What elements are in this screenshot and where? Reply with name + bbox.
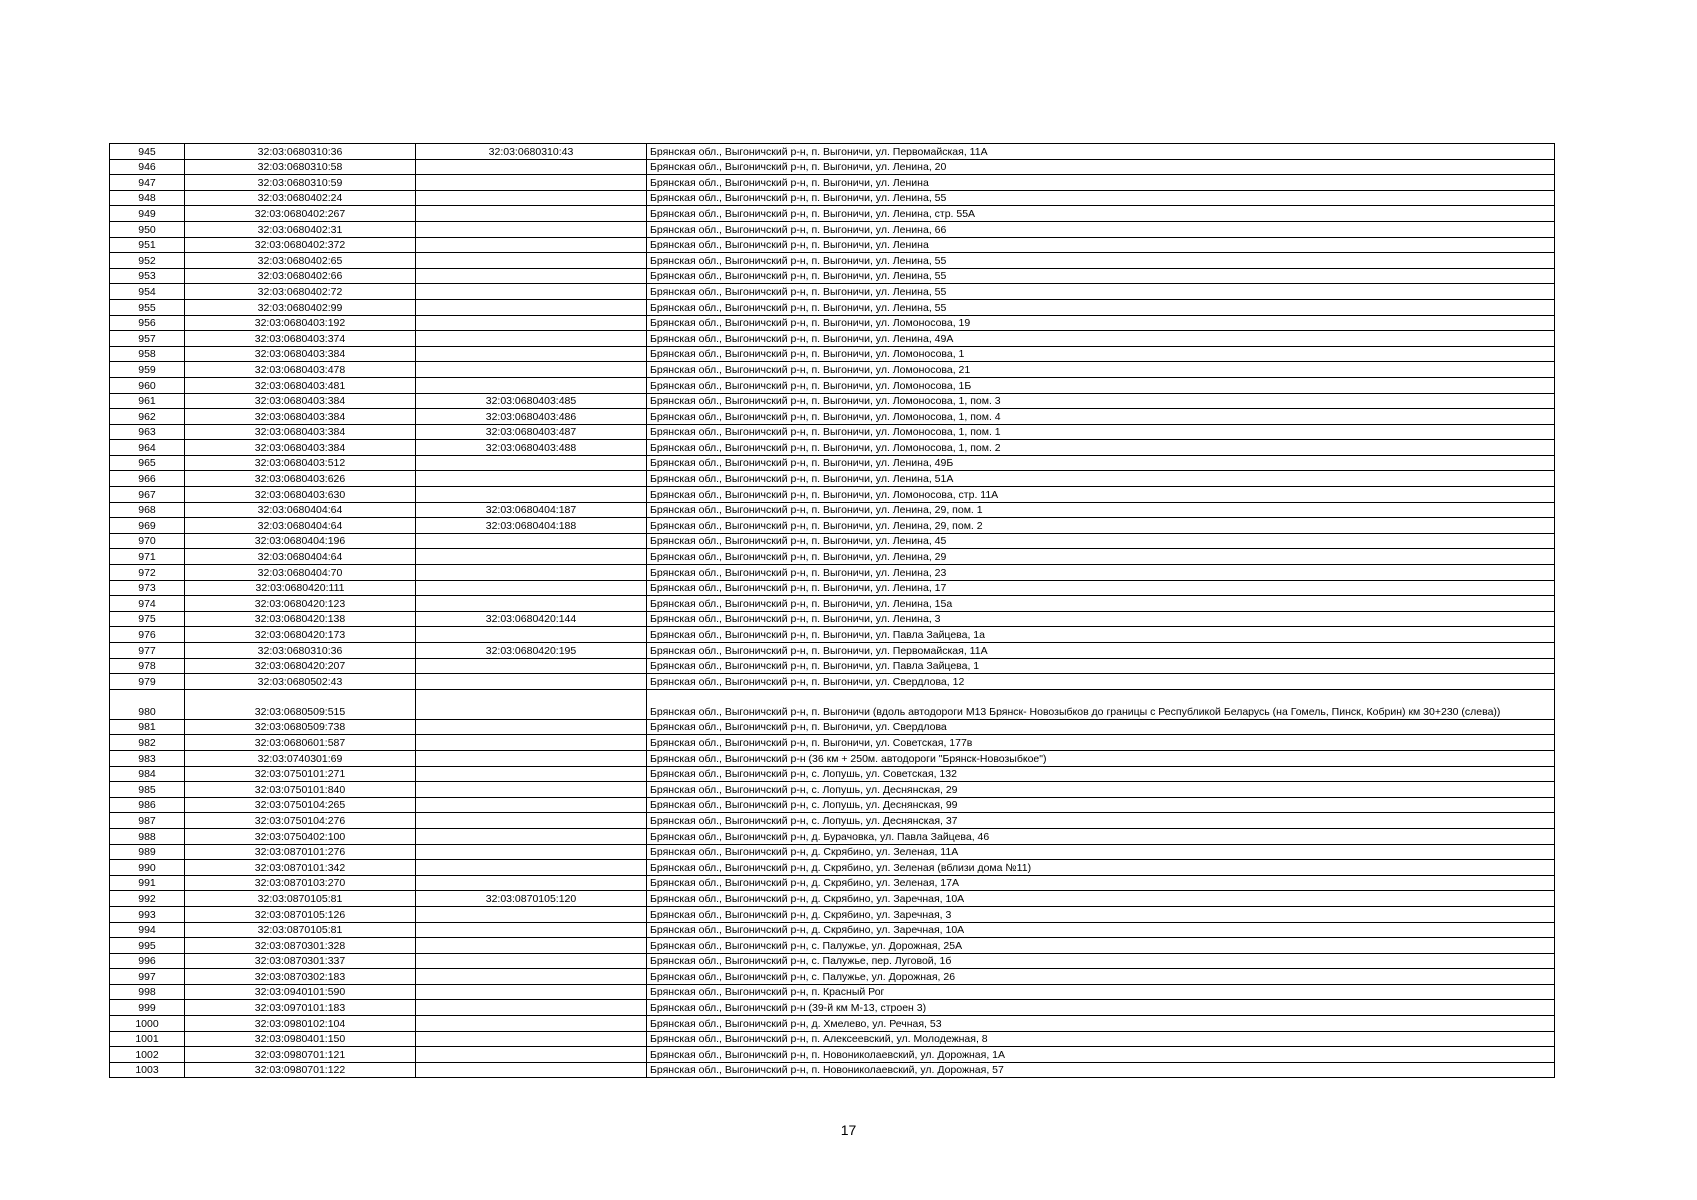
included-object-cell [416, 938, 647, 954]
row-number-cell: 981 [110, 719, 185, 735]
table-row [110, 1047, 1555, 1063]
table-row [110, 362, 1555, 378]
cadastral-number-cell: 32:03:0680404:70 [185, 565, 416, 581]
row-number-cell: 979 [110, 674, 185, 690]
address-cell: Брянская обл., Выгоничский р-н, п. Выгоничи, ул. Ленина, 49Б [647, 455, 1555, 471]
table-row [110, 144, 1555, 160]
row-number-cell: 992 [110, 891, 185, 907]
cadastral-number-cell: 32:03:0680402:72 [185, 284, 416, 300]
included-object-cell [416, 565, 647, 581]
address-cell: Брянская обл., Выгоничский р-н, п. Выгоничи, ул. Ленина, 23 [647, 565, 1555, 581]
cadastral-number-cell: 32:03:0680402:24 [185, 190, 416, 206]
included-object-cell [416, 237, 647, 253]
row-number-cell: 983 [110, 750, 185, 766]
included-object-cell [416, 797, 647, 813]
cadastral-number-cell: 32:03:0680601:587 [185, 735, 416, 751]
address-cell: Брянская обл., Выгоничский р-н, п. Выгоничи, ул. Советская, 177в [647, 735, 1555, 751]
cadastral-number-cell: 32:03:0680403:478 [185, 362, 416, 378]
cadastral-number-cell: 32:03:0940101:590 [185, 984, 416, 1000]
cadastral-number-cell: 32:03:0680402:372 [185, 237, 416, 253]
table-row [110, 938, 1555, 954]
table-row [110, 797, 1555, 813]
table-row [110, 984, 1555, 1000]
address-cell: Брянская обл., Выгоничский р-н, с. Лопушь, ул. Деснянская, 37 [647, 813, 1555, 829]
cadastral-number-cell: 32:03:0680403:512 [185, 455, 416, 471]
included-object-cell [416, 658, 647, 674]
cadastral-number-cell: 32:03:0870301:328 [185, 938, 416, 954]
included-object-cell [416, 969, 647, 985]
included-object-cell [416, 735, 647, 751]
included-object-cell [416, 331, 647, 347]
row-number-cell: 986 [110, 797, 185, 813]
included-object-cell [416, 984, 647, 1000]
row-number-cell: 977 [110, 643, 185, 659]
row-number-cell: 1002 [110, 1047, 185, 1063]
table-row [110, 471, 1555, 487]
table-body [110, 144, 1555, 1078]
address-cell: Брянская обл., Выгоничский р-н, п. Выгоничи, ул. Ленина [647, 237, 1555, 253]
address-cell: Брянская обл., Выгоничский р-н, д. Скрябино, ул. Зеленая, 17А [647, 875, 1555, 891]
cadastral-number-cell: 32:03:0680502:43 [185, 674, 416, 690]
address-cell: Брянская обл., Выгоничский р-н, п. Выгоничи, ул. Ленина, 55 [647, 268, 1555, 284]
cadastral-number-cell: 32:03:0870105:81 [185, 891, 416, 907]
table-row [110, 175, 1555, 191]
cadastral-number-cell: 32:03:0680403:384 [185, 393, 416, 409]
row-number-cell: 948 [110, 190, 185, 206]
row-number-cell: 945 [110, 144, 185, 160]
included-object-cell [416, 953, 647, 969]
row-number-cell: 950 [110, 221, 185, 237]
cadastral-number-cell: 32:03:0680509:738 [185, 719, 416, 735]
row-number-cell: 962 [110, 409, 185, 425]
table-row [110, 627, 1555, 643]
row-number-cell: 969 [110, 518, 185, 534]
cadastral-number-cell: 32:03:0680420:207 [185, 658, 416, 674]
table-row [110, 643, 1555, 659]
address-cell: Брянская обл., Выгоничский р-н, п. Выгоничи, ул. Ленина, 55 [647, 253, 1555, 269]
address-cell: Брянская обл., Выгоничский р-н, п. Выгоничи, ул. Павла Зайцева, 1 [647, 658, 1555, 674]
table-row [110, 331, 1555, 347]
row-number-cell: 955 [110, 299, 185, 315]
row-number-cell: 947 [110, 175, 185, 191]
table-row [110, 906, 1555, 922]
address-cell: Брянская обл., Выгоничский р-н, п. Выгоничи, ул. Ломоносова, 1, пом. 3 [647, 393, 1555, 409]
address-cell: Брянская обл., Выгоничский р-н, п. Выгоничи (вдоль автодороги М13 Брянск- Новозыбков до границы с Республикой Беларусь (на Гомель, Пинск, Кобрин) км 30+230 (слева)) [647, 689, 1555, 719]
included-object-cell [416, 875, 647, 891]
table-row [110, 1000, 1555, 1016]
address-cell: Брянская обл., Выгоничский р-н, п. Выгоничи, ул. Ломоносова, стр. 11А [647, 487, 1555, 503]
table-row [110, 346, 1555, 362]
cadastral-number-cell: 32:03:0680404:64 [185, 502, 416, 518]
address-cell: Брянская обл., Выгоничский р-н, п. Выгоничи, ул. Ленина, 51А [647, 471, 1555, 487]
included-object-cell [416, 346, 647, 362]
address-cell: Брянская обл., Выгоничский р-н, п. Выгоничи, ул. Ломоносова, 19 [647, 315, 1555, 331]
row-number-cell: 994 [110, 922, 185, 938]
address-cell: Брянская обл., Выгоничский р-н, п. Выгоничи, ул. Павла Зайцева, 1а [647, 627, 1555, 643]
table-row [110, 719, 1555, 735]
address-cell: Брянская обл., Выгоничский р-н, д. Скрябино, ул. Заречная, 10А [647, 891, 1555, 907]
included-object-cell [416, 906, 647, 922]
row-number-cell: 973 [110, 580, 185, 596]
address-cell: Брянская обл., Выгоничский р-н, п. Выгоничи, ул. Ленина, 55 [647, 190, 1555, 206]
table-row [110, 580, 1555, 596]
cadastral-number-cell: 32:03:0970101:183 [185, 1000, 416, 1016]
address-cell: Брянская обл., Выгоничский р-н, с. Лопушь, ул. Советская, 132 [647, 766, 1555, 782]
row-number-cell: 998 [110, 984, 185, 1000]
cadastral-number-cell: 32:03:0870302:183 [185, 969, 416, 985]
row-number-cell: 989 [110, 844, 185, 860]
address-cell: Брянская обл., Выгоничский р-н, п. Выгоничи, ул. Ломоносова, 1, пом. 1 [647, 424, 1555, 440]
address-cell: Брянская обл., Выгоничский р-н, п. Выгоничи, ул. Ленина [647, 175, 1555, 191]
cadastral-number-cell: 32:03:0870301:337 [185, 953, 416, 969]
table-row [110, 875, 1555, 891]
cadastral-number-cell: 32:03:0680404:64 [185, 518, 416, 534]
table-row [110, 1016, 1555, 1032]
table-row [110, 424, 1555, 440]
address-cell: Брянская обл., Выгоничский р-н, п. Выгоничи, ул. Ленина, 45 [647, 533, 1555, 549]
cadastral-number-cell: 32:03:0680420:138 [185, 611, 416, 627]
row-number-cell: 970 [110, 533, 185, 549]
row-number-cell: 953 [110, 268, 185, 284]
included-object-cell [416, 268, 647, 284]
included-object-cell [416, 159, 647, 175]
address-cell: Брянская обл., Выгоничский р-н, п. Новониколаевский, ул. Дорожная, 1А [647, 1047, 1555, 1063]
table-row [110, 766, 1555, 782]
cadastral-number-cell: 32:03:0680402:66 [185, 268, 416, 284]
included-object-cell [416, 362, 647, 378]
address-cell: Брянская обл., Выгоничский р-н (39-й км М-13, строен 3) [647, 1000, 1555, 1016]
address-cell: Брянская обл., Выгоничский р-н, п. Красный Рог [647, 984, 1555, 1000]
cadastral-number-cell: 32:03:0680403:630 [185, 487, 416, 503]
table-row [110, 518, 1555, 534]
included-object-cell [416, 627, 647, 643]
cadastral-number-cell: 32:03:0680403:384 [185, 409, 416, 425]
cadastral-number-cell: 32:03:0680310:58 [185, 159, 416, 175]
included-object-cell [416, 487, 647, 503]
cadastral-number-cell: 32:03:0680403:384 [185, 346, 416, 362]
address-cell: Брянская обл., Выгоничский р-н, п. Выгоничи, ул. Ленина, 29 [647, 549, 1555, 565]
address-cell: Брянская обл., Выгоничский р-н, п. Выгоничи, ул. Ленина, 55 [647, 299, 1555, 315]
row-number-cell: 997 [110, 969, 185, 985]
cadastral-number-cell: 32:03:0680402:267 [185, 206, 416, 222]
address-cell: Брянская обл., Выгоничский р-н, п. Выгоничи, ул. Ленина, 49А [647, 331, 1555, 347]
cadastral-number-cell: 32:03:0750101:271 [185, 766, 416, 782]
included-object-cell [416, 284, 647, 300]
table-row [110, 190, 1555, 206]
cadastral-number-cell: 32:03:0870101:276 [185, 844, 416, 860]
cadastral-number-cell: 32:03:0680404:196 [185, 533, 416, 549]
cadastral-number-cell: 32:03:0980701:122 [185, 1062, 416, 1078]
address-cell: Брянская обл., Выгоничский р-н, с. Лопушь, ул. Деснянская, 99 [647, 797, 1555, 813]
row-number-cell: 984 [110, 766, 185, 782]
row-number-cell: 999 [110, 1000, 185, 1016]
cadastral-number-cell: 32:03:0680402:99 [185, 299, 416, 315]
table-row [110, 206, 1555, 222]
address-cell: Брянская обл., Выгоничский р-н, д. Скрябино, ул. Зеленая (вблизи дома №11) [647, 860, 1555, 876]
table-row [110, 237, 1555, 253]
included-object-cell [416, 549, 647, 565]
table-row [110, 891, 1555, 907]
included-object-cell [416, 1000, 647, 1016]
included-object-cell [416, 1047, 647, 1063]
included-object-cell [416, 533, 647, 549]
row-number-cell: 952 [110, 253, 185, 269]
row-number-cell: 990 [110, 860, 185, 876]
address-cell: Брянская обл., Выгоничский р-н, д. Бурачовка, ул. Павла Зайцева, 46 [647, 828, 1555, 844]
included-object-cell [416, 766, 647, 782]
included-object-cell [416, 1016, 647, 1032]
page-number: 17 [840, 1122, 857, 1138]
row-number-cell: 972 [110, 565, 185, 581]
table-row [110, 969, 1555, 985]
table-row [110, 549, 1555, 565]
table-row [110, 533, 1555, 549]
cadastral-number-cell: 32:03:0750104:265 [185, 797, 416, 813]
address-cell: Брянская обл., Выгоничский р-н, п. Выгоничи, ул. Свердлова [647, 719, 1555, 735]
row-number-cell: 951 [110, 237, 185, 253]
row-number-cell: 991 [110, 875, 185, 891]
row-number-cell: 963 [110, 424, 185, 440]
table-row [110, 440, 1555, 456]
included-object-cell [416, 377, 647, 393]
address-cell: Брянская обл., Выгоничский р-н, п. Выгоничи, ул. Первомайская, 11А [647, 643, 1555, 659]
row-number-cell: 975 [110, 611, 185, 627]
address-cell: Брянская обл., Выгоничский р-н, п. Выгоничи, ул. Ленина, 29, пом. 1 [647, 502, 1555, 518]
table-row [110, 1031, 1555, 1047]
table-row [110, 922, 1555, 938]
row-number-cell: 987 [110, 813, 185, 829]
included-object-cell: 32:03:0680403:488 [416, 440, 647, 456]
row-number-cell: 958 [110, 346, 185, 362]
cadastral-number-cell: 32:03:0680402:31 [185, 221, 416, 237]
row-number-cell: 960 [110, 377, 185, 393]
table-row [110, 844, 1555, 860]
table-row [110, 596, 1555, 612]
row-number-cell: 967 [110, 487, 185, 503]
cadastral-number-cell: 32:03:0750104:276 [185, 813, 416, 829]
included-object-cell [416, 719, 647, 735]
row-number-cell: 988 [110, 828, 185, 844]
included-object-cell: 32:03:0680404:187 [416, 502, 647, 518]
included-object-cell [416, 860, 647, 876]
row-number-cell: 1001 [110, 1031, 185, 1047]
row-number-cell: 1000 [110, 1016, 185, 1032]
row-number-cell: 949 [110, 206, 185, 222]
included-object-cell [416, 813, 647, 829]
cadastral-number-cell: 32:03:0980102:104 [185, 1016, 416, 1032]
address-cell: Брянская обл., Выгоничский р-н, п. Выгоничи, ул. Ленина, 66 [647, 221, 1555, 237]
included-object-cell: 32:03:0870105:120 [416, 891, 647, 907]
included-object-cell [416, 828, 647, 844]
row-number-cell: 974 [110, 596, 185, 612]
cadastral-number-cell: 32:03:0680402:65 [185, 253, 416, 269]
address-cell: Брянская обл., Выгоничский р-н, п. Выгоничи, ул. Ленина, 55 [647, 284, 1555, 300]
table-row [110, 674, 1555, 690]
table-row [110, 782, 1555, 798]
cadastral-number-cell: 32:03:0680420:173 [185, 627, 416, 643]
included-object-cell: 32:03:0680420:144 [416, 611, 647, 627]
included-object-cell [416, 674, 647, 690]
table-row [110, 565, 1555, 581]
table-row [110, 1062, 1555, 1078]
included-object-cell [416, 253, 647, 269]
cadastral-number-cell: 32:03:0680310:59 [185, 175, 416, 191]
cadastral-number-cell: 32:03:0870103:270 [185, 875, 416, 891]
row-number-cell: 946 [110, 159, 185, 175]
cadastral-number-cell: 32:03:0680404:64 [185, 549, 416, 565]
included-object-cell [416, 1062, 647, 1078]
cadastral-number-cell: 32:03:0680403:481 [185, 377, 416, 393]
address-cell: Брянская обл., Выгоничский р-н, с. Палужье, ул. Дорожная, 26 [647, 969, 1555, 985]
cadastral-number-cell: 32:03:0750101:840 [185, 782, 416, 798]
table-row [110, 159, 1555, 175]
row-number-cell: 961 [110, 393, 185, 409]
table-row [110, 315, 1555, 331]
cadastral-number-cell: 32:03:0870101:342 [185, 860, 416, 876]
table-row [110, 750, 1555, 766]
cadastral-number-cell: 32:03:0870105:81 [185, 922, 416, 938]
table-row [110, 393, 1555, 409]
row-number-cell: 982 [110, 735, 185, 751]
address-cell: Брянская обл., Выгоничский р-н, с. Палужье, ул. Дорожная, 25А [647, 938, 1555, 954]
table-row [110, 502, 1555, 518]
table-row [110, 658, 1555, 674]
row-number-cell: 956 [110, 315, 185, 331]
row-number-cell: 957 [110, 331, 185, 347]
address-cell: Брянская обл., Выгоничский р-н, д. Хмелево, ул. Речная, 53 [647, 1016, 1555, 1032]
address-cell: Брянская обл., Выгоничский р-н, с. Палужье, пер. Луговой, 1б [647, 953, 1555, 969]
table-row [110, 611, 1555, 627]
cadastral-number-cell: 32:03:0870105:126 [185, 906, 416, 922]
included-object-cell: 32:03:0680403:486 [416, 409, 647, 425]
included-object-cell [416, 596, 647, 612]
address-cell: Брянская обл., Выгоничский р-н, п. Выгоничи, ул. Ленина, 20 [647, 159, 1555, 175]
included-object-cell [416, 689, 647, 719]
table-row [110, 284, 1555, 300]
address-cell: Брянская обл., Выгоничский р-н, п. Выгоничи, ул. Первомайская, 11А [647, 144, 1555, 160]
address-cell: Брянская обл., Выгоничский р-н, п. Выгоничи, ул. Ломоносова, 1, пом. 2 [647, 440, 1555, 456]
table-row [110, 813, 1555, 829]
cadastral-number-cell: 32:03:0680420:111 [185, 580, 416, 596]
table-row [110, 409, 1555, 425]
address-cell: Брянская обл., Выгоничский р-н, п. Выгоничи, ул. Ленина, стр. 55А [647, 206, 1555, 222]
cadastral-number-cell: 32:03:0680310:36 [185, 144, 416, 160]
cadastral-number-cell: 32:03:0680403:384 [185, 440, 416, 456]
included-object-cell [416, 580, 647, 596]
address-cell: Брянская обл., Выгоничский р-н, п. Выгоничи, ул. Ленина, 17 [647, 580, 1555, 596]
row-number-cell: 976 [110, 627, 185, 643]
cadastral-number-cell: 32:03:0680420:123 [185, 596, 416, 612]
included-object-cell: 32:03:0680403:487 [416, 424, 647, 440]
included-object-cell: 32:03:0680420:195 [416, 643, 647, 659]
cadastral-number-cell: 32:03:0680403:192 [185, 315, 416, 331]
address-cell: Брянская обл., Выгоничский р-н, п. Выгоничи, ул. Ленина, 29, пом. 2 [647, 518, 1555, 534]
cadastral-registry-table [109, 143, 1555, 1078]
row-number-cell: 993 [110, 906, 185, 922]
address-cell: Брянская обл., Выгоничский р-н, д. Скрябино, ул. Зеленая, 11А [647, 844, 1555, 860]
table-row [110, 828, 1555, 844]
address-cell: Брянская обл., Выгоничский р-н, д. Скрябино, ул. Заречная, 3 [647, 906, 1555, 922]
included-object-cell [416, 315, 647, 331]
address-cell: Брянская обл., Выгоничский р-н, п. Выгоничи, ул. Ленина, 3 [647, 611, 1555, 627]
included-object-cell [416, 221, 647, 237]
cadastral-number-cell: 32:03:0680509:515 [185, 689, 416, 719]
address-cell: Брянская обл., Выгоничский р-н (36 км + 250м. автодороги "Брянск-Новозыбкое") [647, 750, 1555, 766]
included-object-cell [416, 471, 647, 487]
row-number-cell: 978 [110, 658, 185, 674]
cadastral-number-cell: 32:03:0980401:150 [185, 1031, 416, 1047]
address-cell: Брянская обл., Выгоничский р-н, д. Скрябино, ул. Заречная, 10А [647, 922, 1555, 938]
cadastral-number-cell: 32:03:0740301:69 [185, 750, 416, 766]
row-number-cell: 965 [110, 455, 185, 471]
address-cell: Брянская обл., Выгоничский р-н, п. Выгоничи, ул. Ленина, 15а [647, 596, 1555, 612]
row-number-cell: 985 [110, 782, 185, 798]
included-object-cell [416, 750, 647, 766]
included-object-cell: 32:03:0680403:485 [416, 393, 647, 409]
cadastral-number-cell: 32:03:0980701:121 [185, 1047, 416, 1063]
table-row [110, 860, 1555, 876]
table-row [110, 253, 1555, 269]
included-object-cell [416, 299, 647, 315]
table-row [110, 735, 1555, 751]
included-object-cell [416, 190, 647, 206]
cadastral-number-cell: 32:03:0680403:626 [185, 471, 416, 487]
table-row [110, 455, 1555, 471]
address-cell: Брянская обл., Выгоничский р-н, п. Выгоничи, ул. Ломоносова, 21 [647, 362, 1555, 378]
table-row [110, 689, 1555, 719]
row-number-cell: 1003 [110, 1062, 185, 1078]
row-number-cell: 954 [110, 284, 185, 300]
row-number-cell: 995 [110, 938, 185, 954]
included-object-cell [416, 782, 647, 798]
cadastral-number-cell: 32:03:0750402:100 [185, 828, 416, 844]
address-cell: Брянская обл., Выгоничский р-н, п. Выгоничи, ул. Ломоносова, 1, пом. 4 [647, 409, 1555, 425]
table-row [110, 377, 1555, 393]
row-number-cell: 959 [110, 362, 185, 378]
included-object-cell: 32:03:0680404:188 [416, 518, 647, 534]
included-object-cell [416, 1031, 647, 1047]
included-object-cell [416, 455, 647, 471]
address-cell: Брянская обл., Выгоничский р-н, п. Выгоничи, ул. Свердлова, 12 [647, 674, 1555, 690]
row-number-cell: 980 [110, 689, 185, 719]
address-cell: Брянская обл., Выгоничский р-н, п. Новониколаевский, ул. Дорожная, 57 [647, 1062, 1555, 1078]
table-row [110, 221, 1555, 237]
included-object-cell [416, 844, 647, 860]
address-cell: Брянская обл., Выгоничский р-н, п. Выгоничи, ул. Ломоносова, 1 [647, 346, 1555, 362]
included-object-cell [416, 206, 647, 222]
table-row [110, 299, 1555, 315]
row-number-cell: 964 [110, 440, 185, 456]
included-object-cell: 32:03:0680310:43 [416, 144, 647, 160]
table-row [110, 268, 1555, 284]
address-cell: Брянская обл., Выгоничский р-н, п. Выгоничи, ул. Ломоносова, 1Б [647, 377, 1555, 393]
row-number-cell: 968 [110, 502, 185, 518]
row-number-cell: 996 [110, 953, 185, 969]
row-number-cell: 971 [110, 549, 185, 565]
row-number-cell: 966 [110, 471, 185, 487]
address-cell: Брянская обл., Выгоничский р-н, с. Лопушь, ул. Деснянская, 29 [647, 782, 1555, 798]
included-object-cell [416, 922, 647, 938]
cadastral-number-cell: 32:03:0680403:374 [185, 331, 416, 347]
cadastral-number-cell: 32:03:0680403:384 [185, 424, 416, 440]
cadastral-number-cell: 32:03:0680310:36 [185, 643, 416, 659]
included-object-cell [416, 175, 647, 191]
table-row [110, 953, 1555, 969]
table-row [110, 487, 1555, 503]
address-cell: Брянская обл., Выгоничский р-н, п. Алексеевский, ул. Молодежная, 8 [647, 1031, 1555, 1047]
